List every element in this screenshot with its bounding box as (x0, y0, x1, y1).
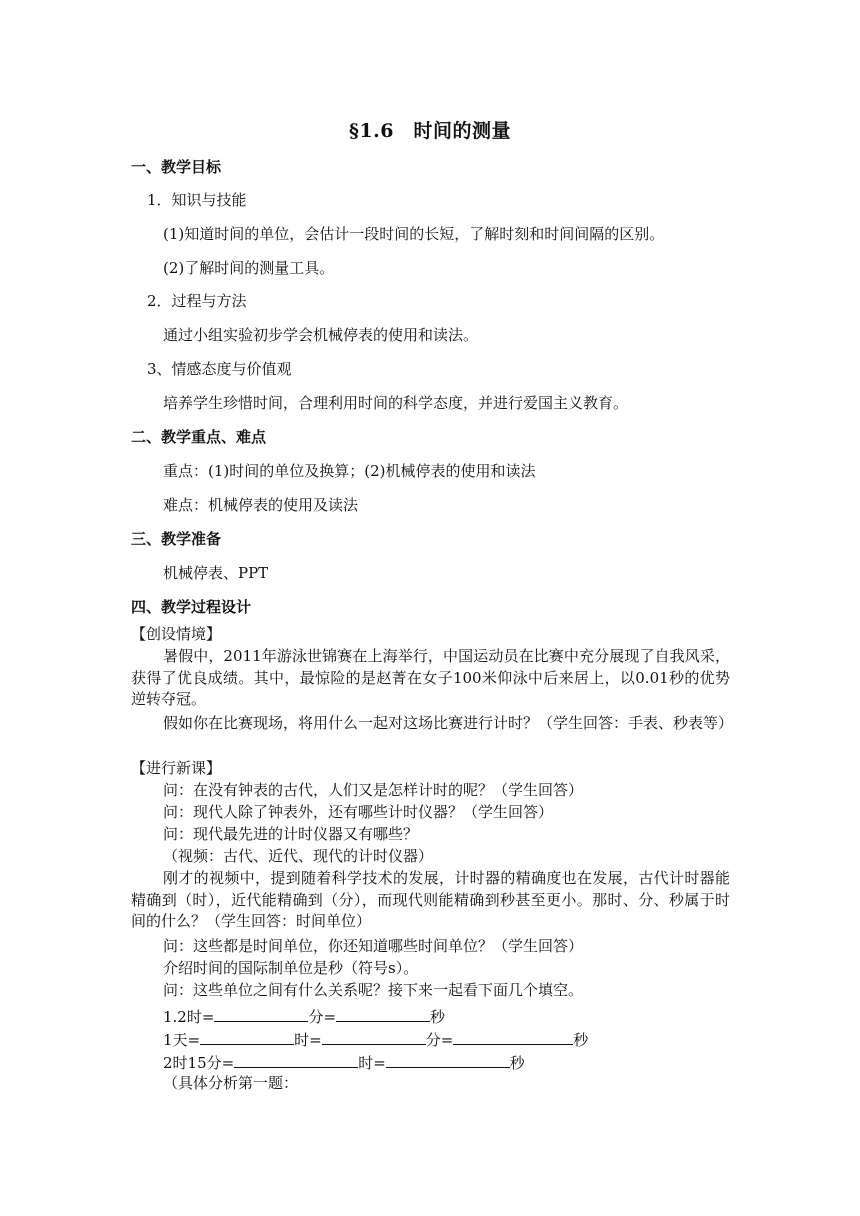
video-note: （视频：古代、近代、现代的计时仪器） (163, 847, 434, 865)
fill-blank-2 (163, 1027, 588, 1051)
section-heading-2: 二、教学重点、难点 (131, 428, 267, 446)
question-2: 问：现代人除了钟表外，还有哪些计时仪器？（学生回答） (163, 803, 554, 821)
difficult-point: 难点：机械停表的使用及读法 (163, 496, 359, 514)
key-point: 重点：(1)时间的单位及换算；(2)机械停表的使用和读法 (163, 462, 536, 480)
fill-3-unit-sec: 秒 (509, 1054, 525, 1072)
goal-item-1: (1)知道时间的单位，会估计一段时间的长短，了解时刻和时间间隔的区别。 (163, 225, 665, 243)
attitude-text: 培养学生珍惜时间，合理利用时间的科学态度，并进行爱国主义教育。 (163, 394, 629, 412)
section-heading-4: 四、教学过程设计 (131, 598, 252, 616)
fill-2-unit-sec: 秒 (573, 1031, 589, 1049)
fill-2-unit-min: 分= (425, 1031, 454, 1049)
question-5: 问：这些单位之间有什么关系呢？接下来一起看下面几个填空。 (163, 981, 584, 999)
subheading-knowledge: 1．知识与技能 (147, 191, 247, 209)
section-heading-3: 三、教学准备 (131, 530, 222, 548)
scene-heading: 【创设情境】 (131, 625, 222, 643)
fill-2-unit-hour: 时= (294, 1031, 322, 1049)
lesson-heading: 【进行新课】 (131, 759, 222, 777)
fill-1-prefix: 1.2时= (163, 1008, 215, 1026)
fill-blank-1 (163, 1004, 445, 1028)
answer-blank[interactable] (234, 1050, 358, 1068)
answer-blank[interactable] (322, 1027, 426, 1045)
subheading-attitude: 3、情感态度与价值观 (147, 360, 292, 378)
analysis-note: （具体分析第一题： (163, 1074, 299, 1092)
fill-1-unit-min: 分= (308, 1008, 337, 1026)
section-heading-1: 一、教学目标 (131, 158, 222, 176)
scene-paragraph-1: 暑假中，2011年游泳世锦赛在上海举行，中国运动员在比赛中充分展现了自我风采，获得了优良成绩。其中，最惊险的是赵菁在女子100米仰泳中后来居上，以0.01秒的优势逆转夺冠。 (131, 647, 730, 708)
process-text: 通过小组实验初步学会机械停表的使用和读法。 (163, 326, 479, 344)
question-1: 问：在没有钟表的古代，人们又是怎样计时的呢？（学生回答） (163, 781, 584, 799)
preparation-text: 机械停表、PPT (163, 564, 269, 582)
scene-paragraph-2: 假如你在比赛现场，将用什么一起对这场比赛进行计时？（学生回答：手表、秒表等） (163, 714, 734, 732)
fill-1-unit-sec: 秒 (430, 1008, 446, 1026)
goal-item-2: (2)了解时间的测量工具。 (163, 259, 335, 277)
fill-blank-3 (163, 1050, 525, 1074)
fill-2-prefix: 1天= (163, 1031, 201, 1049)
answer-blank[interactable] (386, 1050, 510, 1068)
video-discussion-paragraph: 刚才的视频中，提到随着科学技术的发展，计时器的精确度也在发展，古代计时器能精确到（时），近代能精确到（分），而现代则能精确到秒甚至更小。那时、分、秒属于时间的什么？（学生回答：时间单位） (131, 869, 730, 930)
si-unit-intro: 介绍时间的国际制单位是秒（符号s）。 (163, 959, 419, 977)
fill-3-unit-hour: 时= (358, 1054, 386, 1072)
answer-blank[interactable] (453, 1027, 573, 1045)
fill-3-prefix: 2时15分= (163, 1054, 235, 1072)
subheading-process: 2．过程与方法 (147, 292, 247, 310)
answer-blank[interactable] (214, 1004, 308, 1022)
page-title: §1.6 时间的测量 (349, 120, 511, 142)
question-3: 问：现代最先进的计时仪器又有哪些？ (163, 825, 419, 843)
question-4: 问：这些都是时间单位，你还知道哪些时间单位？（学生回答） (163, 937, 584, 955)
answer-blank[interactable] (200, 1027, 294, 1045)
answer-blank[interactable] (336, 1004, 430, 1022)
